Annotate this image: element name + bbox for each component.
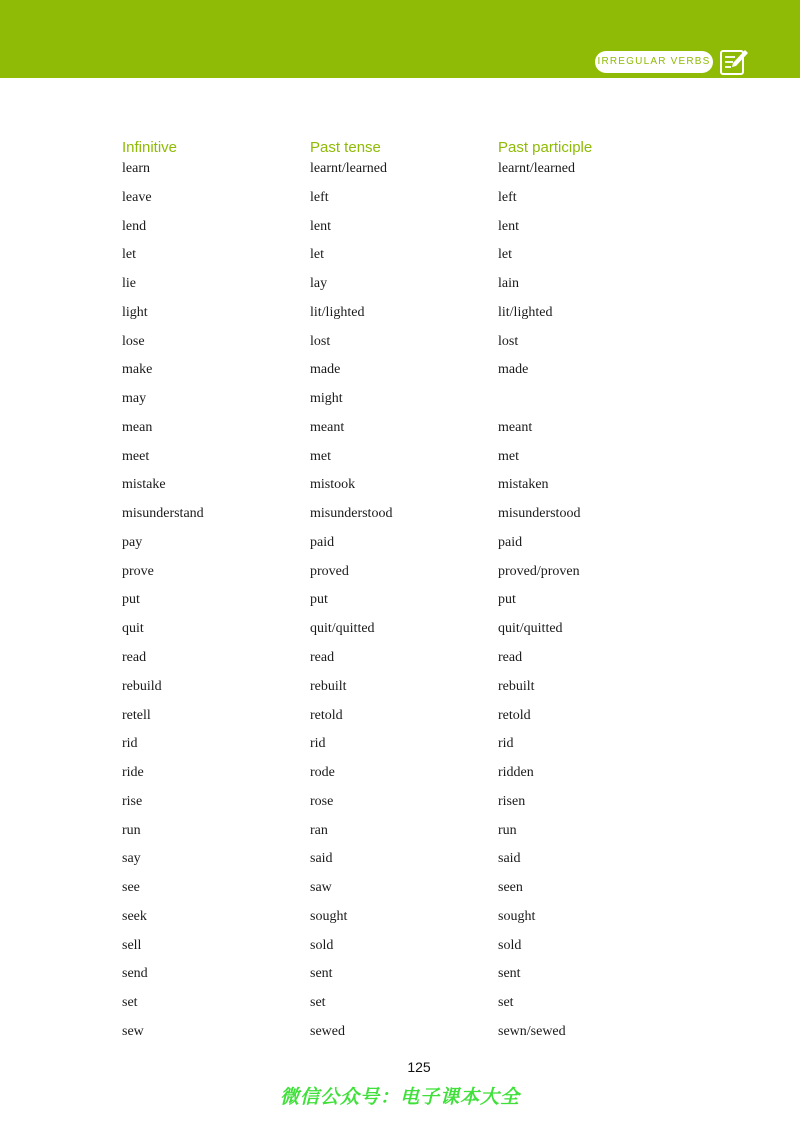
cell-past-tense: set xyxy=(310,995,326,1011)
cell-infinitive: ride xyxy=(122,765,144,781)
cell-past-tense: lost xyxy=(310,333,331,349)
cell-past-participle: sent xyxy=(498,966,521,982)
cell-infinitive: lose xyxy=(122,333,145,349)
cell-past-tense: rebuilt xyxy=(310,678,347,694)
table-row xyxy=(122,764,682,793)
cell-infinitive: pay xyxy=(122,534,143,550)
cell-past-participle: lain xyxy=(498,276,519,292)
cell-past-tense: learnt/learned xyxy=(310,161,387,176)
cell-past-participle: read xyxy=(498,650,523,666)
cell-past-participle: lit/lighted xyxy=(498,304,553,320)
cell-past-participle: proved/proven xyxy=(498,563,580,579)
table-row xyxy=(122,937,682,966)
cell-past-tense: mistook xyxy=(310,477,356,493)
cell-past-tense: sold xyxy=(310,937,334,953)
cell-infinitive: prove xyxy=(122,563,154,579)
cell-past-participle: put xyxy=(498,592,516,608)
table-row xyxy=(122,476,682,505)
cell-past-tense: proved xyxy=(310,563,349,579)
table-row xyxy=(122,707,682,736)
table-row xyxy=(122,563,682,592)
cell-infinitive: learn xyxy=(122,161,150,176)
cell-infinitive: rid xyxy=(122,736,138,752)
cell-past-tense: quit/quitted xyxy=(310,621,375,637)
irregular-verbs-table xyxy=(122,137,682,1052)
cell-past-participle: sought xyxy=(498,908,536,924)
cell-infinitive: lie xyxy=(122,276,136,292)
cell-past-participle: paid xyxy=(498,534,523,550)
cell-past-participle: risen xyxy=(498,793,526,809)
cell-infinitive: sell xyxy=(122,937,142,953)
cell-past-tense: read xyxy=(310,650,335,666)
cell-infinitive: see xyxy=(122,880,140,896)
cell-infinitive: seek xyxy=(122,908,147,924)
cell-past-participle: mistaken xyxy=(498,477,549,493)
cell-past-tense: put xyxy=(310,592,328,608)
cell-past-participle: rebuilt xyxy=(498,678,535,694)
cell-infinitive: light xyxy=(122,304,148,320)
cell-past-tense: meant xyxy=(310,419,345,435)
table-row xyxy=(122,850,682,879)
column-header-past-tense: Past tense xyxy=(310,139,381,156)
cell-past-tense: left xyxy=(310,189,329,205)
table-row xyxy=(122,822,682,851)
table-row xyxy=(122,333,682,362)
table-row xyxy=(122,160,682,189)
cell-past-participle: said xyxy=(498,851,521,867)
cell-infinitive: let xyxy=(122,247,136,263)
cell-past-participle: lost xyxy=(498,333,519,349)
cell-infinitive: lend xyxy=(122,218,147,234)
table-row xyxy=(122,1023,682,1052)
cell-past-tense: retold xyxy=(310,707,343,723)
cell-past-tense: rode xyxy=(310,765,335,781)
table-row xyxy=(122,448,682,477)
cell-past-participle: learnt/learned xyxy=(498,161,575,176)
cell-past-participle: ridden xyxy=(498,765,534,781)
cell-infinitive: say xyxy=(122,851,141,867)
cell-past-participle: met xyxy=(498,448,519,464)
column-header-infinitive: Infinitive xyxy=(122,139,178,156)
cell-infinitive: misunderstand xyxy=(122,506,204,522)
cell-past-tense: paid xyxy=(310,534,335,550)
cell-past-participle: left xyxy=(498,189,517,205)
table-row xyxy=(122,390,682,419)
cell-past-participle: lent xyxy=(498,218,519,234)
cell-past-tense: made xyxy=(310,362,341,378)
table-row xyxy=(122,505,682,534)
cell-past-tense: met xyxy=(310,448,331,464)
edit-note-icon xyxy=(719,47,749,76)
table-row xyxy=(122,189,682,218)
table-row xyxy=(122,908,682,937)
table-row xyxy=(122,735,682,764)
table-row xyxy=(122,218,682,247)
table-row xyxy=(122,419,682,448)
table-row xyxy=(122,304,682,333)
cell-past-tense: saw xyxy=(310,880,332,896)
table-header xyxy=(122,137,682,160)
cell-past-tense: rid xyxy=(310,736,326,752)
cell-past-tense: lent xyxy=(310,218,331,234)
cell-past-tense: sewed xyxy=(310,1023,345,1039)
table-row xyxy=(122,246,682,275)
cell-past-participle: misunderstood xyxy=(498,506,581,522)
cell-infinitive: read xyxy=(122,650,147,666)
cell-past-participle: made xyxy=(498,362,529,378)
cell-infinitive: retell xyxy=(122,707,151,723)
cell-infinitive: set xyxy=(122,995,138,1011)
table-row xyxy=(122,275,682,304)
cell-past-participle: retold xyxy=(498,707,531,723)
cell-past-tense: rose xyxy=(310,793,334,809)
table-row xyxy=(122,361,682,390)
cell-past-participle: sewn/sewed xyxy=(498,1023,566,1039)
cell-past-participle: run xyxy=(498,822,517,838)
table-row xyxy=(122,534,682,563)
cell-infinitive: put xyxy=(122,592,140,608)
cell-infinitive: make xyxy=(122,362,153,378)
table-row xyxy=(122,879,682,908)
cell-past-tense: lit/lighted xyxy=(310,304,365,320)
cell-infinitive: quit xyxy=(122,621,144,637)
cell-past-tense: misunderstood xyxy=(310,506,393,522)
cell-past-tense: ran xyxy=(310,822,328,838)
table-row xyxy=(122,678,682,707)
cell-infinitive: may xyxy=(122,391,147,407)
cell-past-participle: rid xyxy=(498,736,514,752)
table-row xyxy=(122,620,682,649)
cell-infinitive: rebuild xyxy=(122,678,162,694)
cell-infinitive: mean xyxy=(122,419,153,435)
cell-past-participle: set xyxy=(498,995,514,1011)
cell-infinitive: send xyxy=(122,966,148,982)
table-row xyxy=(122,649,682,678)
cell-past-participle: meant xyxy=(498,419,533,435)
table-row xyxy=(122,591,682,620)
cell-infinitive: run xyxy=(122,822,141,838)
table-row xyxy=(122,994,682,1023)
cell-infinitive: meet xyxy=(122,448,150,464)
section-label: IRREGULAR VERBS xyxy=(595,51,713,73)
cell-past-participle: seen xyxy=(498,880,523,896)
column-header-past-participle: Past participle xyxy=(498,139,593,156)
cell-past-participle: sold xyxy=(498,937,522,953)
cell-past-tense: let xyxy=(310,247,324,263)
cell-past-tense: sent xyxy=(310,966,333,982)
cell-past-participle: let xyxy=(498,247,512,263)
cell-infinitive: mistake xyxy=(122,477,166,493)
table-row xyxy=(122,965,682,994)
cell-past-tense: might xyxy=(310,391,343,407)
cell-past-tense: lay xyxy=(310,276,328,292)
page-number: 125 xyxy=(407,1059,431,1075)
cell-infinitive: sew xyxy=(122,1023,144,1039)
watermark: 微信公众号：电子课本大全 xyxy=(279,1086,520,1108)
cell-past-tense: said xyxy=(310,851,333,867)
cell-past-participle: quit/quitted xyxy=(498,621,563,637)
cell-past-tense: sought xyxy=(310,908,348,924)
table-row xyxy=(122,793,682,822)
cell-infinitive: rise xyxy=(122,793,143,809)
cell-infinitive: leave xyxy=(122,189,152,205)
